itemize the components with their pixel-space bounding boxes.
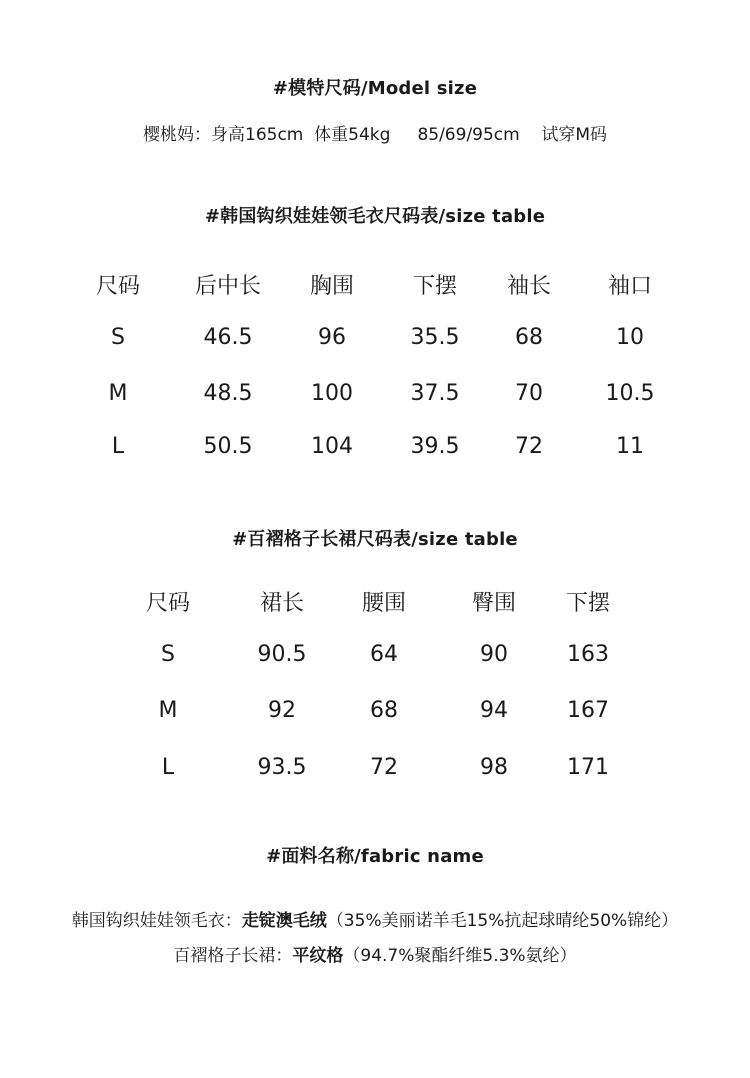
table-cell: 68 — [370, 698, 398, 723]
table-header-cell: 袖口 — [607, 274, 652, 299]
table-cell: M — [158, 698, 178, 723]
table-cell: 68 — [515, 325, 543, 350]
fabric-line-skirt — [0, 941, 750, 966]
table-cell: 167 — [567, 698, 609, 723]
table-header-cell: 尺码 — [145, 591, 190, 616]
table-cell: 90.5 — [257, 642, 307, 667]
table-header-cell: 臀围 — [471, 591, 516, 616]
fabric-heading: #面料名称/fabric name — [266, 846, 484, 867]
table-cell: L — [111, 434, 125, 459]
fabric-item-label: 韩国钩织娃娃领毛衣： — [71, 911, 242, 931]
fabric-material: 走锭澳毛绒 — [241, 911, 327, 931]
table-cell: 93.5 — [257, 755, 307, 780]
table-cell: 70 — [515, 381, 543, 406]
table-cell: 35.5 — [410, 325, 460, 350]
table-cell: 39.5 — [410, 434, 460, 459]
table-header-cell: 腰围 — [361, 591, 406, 616]
table-header-cell: 下摆 — [412, 274, 457, 299]
table-cell: 11 — [616, 434, 644, 459]
table-cell: S — [111, 325, 125, 350]
table-cell: 10 — [616, 325, 644, 350]
table-cell: 48.5 — [203, 381, 253, 406]
model-size-heading: #模特尺码/Model size — [272, 78, 478, 99]
table-cell: 104 — [311, 434, 353, 459]
table-cell: 50.5 — [203, 434, 253, 459]
model-size-info: 樱桃妈：身高165cm 体重54kg 85/69/95cm 试穿M码 — [143, 125, 607, 145]
fabric-item-label: 百褶格子长裙： — [173, 946, 293, 966]
table-cell: 163 — [567, 642, 609, 667]
table-cell: S — [161, 642, 175, 667]
table-cell: L — [161, 755, 175, 780]
table-cell: 90 — [480, 642, 508, 667]
table-cell: 100 — [311, 381, 353, 406]
table-cell: 72 — [515, 434, 543, 459]
fabric-composition: （35%美丽诺羊毛15%抗起球晴纶50%锦纶） — [326, 911, 679, 931]
table-header-cell: 胸围 — [309, 274, 354, 299]
table-cell: 98 — [480, 755, 508, 780]
table-cell: M — [108, 381, 128, 406]
fabric-material: 平纹格 — [292, 946, 344, 966]
table-cell: 10.5 — [605, 381, 655, 406]
table-cell: 46.5 — [203, 325, 253, 350]
table-cell: 64 — [370, 642, 398, 667]
table-cell: 37.5 — [410, 381, 460, 406]
table-header-cell: 尺码 — [95, 274, 140, 299]
sweater-size-heading: #韩国钩织娃娃领毛衣尺码表/size table — [204, 206, 546, 227]
table-header-cell: 后中长 — [194, 274, 261, 299]
table-header-cell: 下摆 — [565, 591, 610, 616]
table-header-cell: 袖长 — [506, 274, 551, 299]
table-header-cell: 裙长 — [259, 591, 304, 616]
table-cell: 171 — [567, 755, 609, 780]
skirt-size-heading: #百褶格子长裙尺码表/size table — [232, 529, 518, 550]
table-cell: 94 — [480, 698, 508, 723]
table-cell: 96 — [318, 325, 346, 350]
fabric-line-sweater — [0, 906, 750, 931]
fabric-composition: （94.7%聚酯纤维5.3%氨纶） — [343, 946, 577, 966]
table-cell: 92 — [268, 698, 296, 723]
table-cell: 72 — [370, 755, 398, 780]
